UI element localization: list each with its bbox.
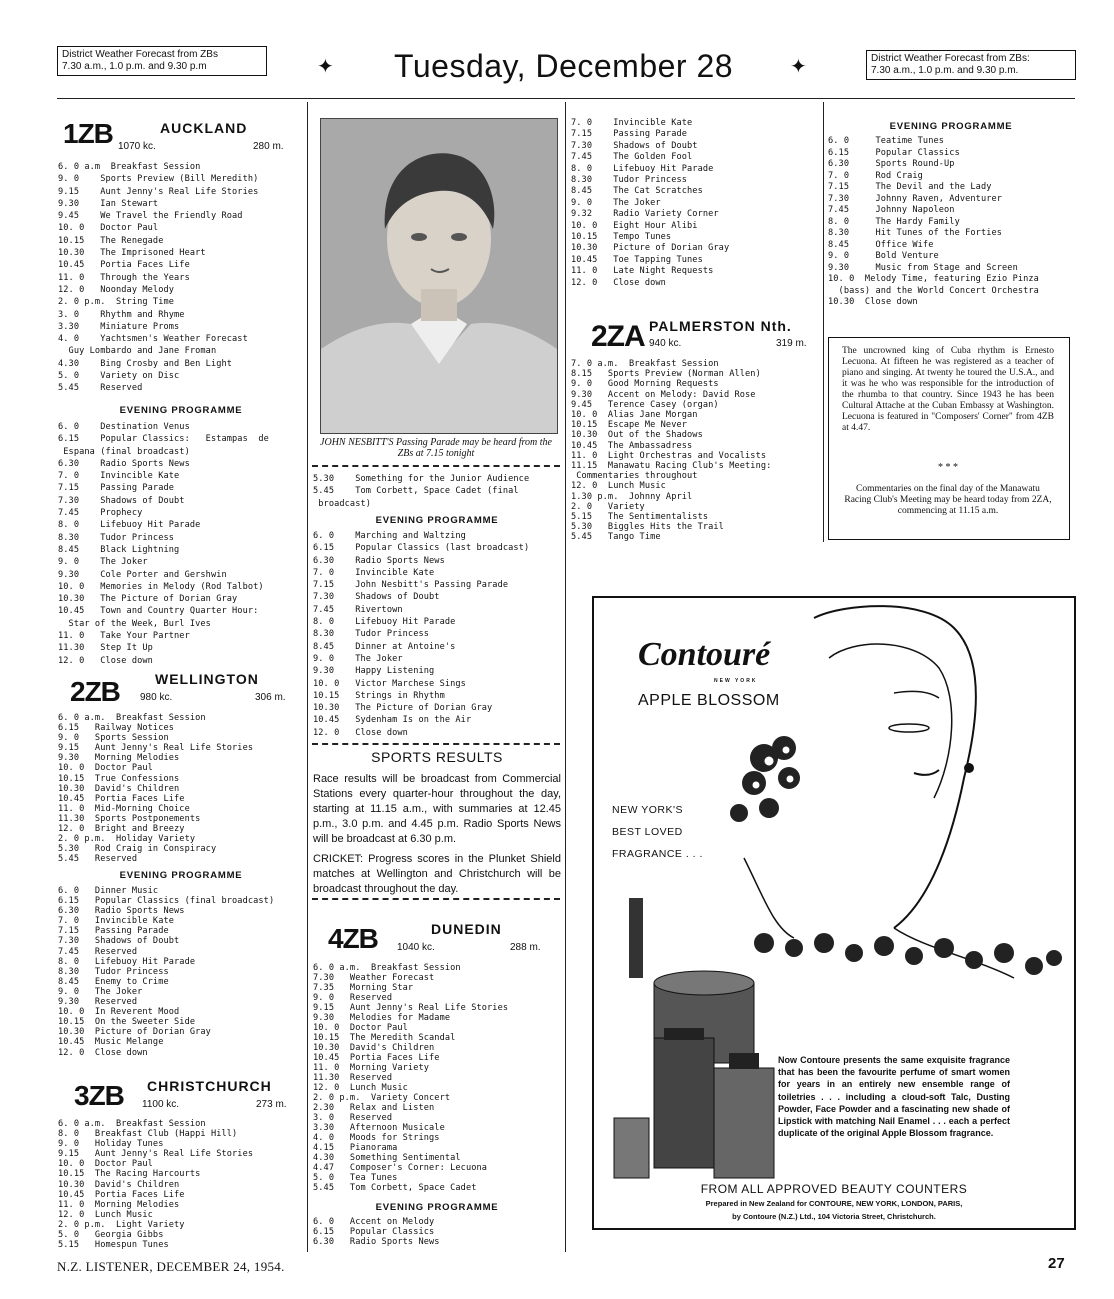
ad-body-text: Now Contoure presents the same exquisite fragrance that has been the favourite perfume of smart women for years in an entirely new ensemble range of toiletries . . . including a cloud-soft Talc, Dusting Powder, Face Powder and a fascinating new shade of Lipstick with matching Nail Enamel . . . each a perfect duplicate of the original Apple Blossom fragrance. [778, 1055, 1010, 1139]
header-rule [57, 98, 1075, 99]
station-sign-2zb: 2ZB [70, 676, 120, 707]
schedule-1zb-continued: 5.30 Something for the Junior Audience 5.45 Tom Corbett, Space Cadet (final broadcast) [313, 474, 530, 509]
station-m-2za: 319 m. [776, 338, 807, 349]
station-m-1zb: 280 m. [253, 141, 284, 152]
ad-counters: FROM ALL APPROVED BEAUTY COUNTERS [700, 1182, 968, 1196]
column-rule [823, 102, 824, 542]
weather-box-right [866, 50, 1076, 80]
evening-label: EVENING PROGRAMME [375, 515, 499, 526]
schedule-2za-day: 7. 0 a.m. Breakfast Session 8.15 Sports Preview (Norman Allen) 9. 0 Good Morning Requests 9.30 Accent on Melody: David Rose 9.45 Terence Casey (organ) 10. 0 Alias Jane Morgan 10.15 Escape Me Never 10.30 Out of the Shadows 10.45 The Ambassadress 11. 0 Light Orchestras and Vocalists 11.15 Manawatu Racing Club's Meeting: Commentaries throughout 12. 0 Lunch Music 1.30 p.m. Johnny April 2. 0 Variety 5.15 The Sentimentalists 5.30 Biggles Hits the Trail 5.45 Tango Time [571, 359, 772, 543]
schedule-2zb-day: 6. 0 a.m. Breakfast Session 6.15 Railway Notices 9. 0 Sports Session 9.15 Aunt Jenny's Real Life Stories 9.30 Morning Melodies 10. 0 Doctor Paul 10.15 True Confessions 10.30 David's Children 10.45 Portia Faces Life 11. 0 Mid-Morning Choice 11.30 Sports Postponements 12. 0 Bright and Breezy 2. 0 p.m. Holiday Variety 5.30 Rod Craig in Conspiracy 5.45 Reserved [58, 713, 254, 865]
page-title: Tuesday, December 28 [394, 48, 734, 84]
tagline-line2: BEST LOVED [612, 826, 683, 838]
weather-left-line2: 7.30 a.m., 1.0 p.m. and 9.30 p.m [62, 61, 207, 72]
station-sign-1zb: 1ZB [63, 118, 113, 149]
notes-paragraph-1: The uncrowned king of Cuba rhythm is Ernesto Lecuona. At fifteen he was registered as a teacher of piano and singing. At twenty he toured the U.S.A., and it was he who was responsible for the introduction of the rhumba to that country. Since 1943 he has been Cultural Attache at the Cuban Embassy at Washington. Lecuona is featured in "Composers' Corner" from 4ZB at 4.47. [842, 346, 1054, 433]
station-kc-4zb: 1040 kc. [397, 942, 435, 953]
evening-label: EVENING PROGRAMME [889, 121, 1013, 132]
page-number: 27 [1048, 1255, 1065, 1272]
contoure-advertisement [592, 596, 1076, 1230]
sports-paragraph-1: Race results will be broadcast from Commercial Stations every quarter-hour throughout the day, starting at 11.15 a.m., with summaries at 12.45 p.m., 3.0 p.m. and 4.45 p.m. Radio Sports News will be broadcast at 6.30 p.m. [313, 773, 561, 845]
weather-right-line1: District Weather Forecast from ZBs: [871, 53, 1030, 64]
station-sign-2za: 2ZA [591, 320, 645, 353]
tagline-line3: FRAGRANCE . . . [612, 848, 703, 860]
notes-stars: * * * [938, 462, 958, 473]
station-m-4zb: 288 m. [510, 942, 541, 953]
schedule-2za-evening: 6. 0 Teatime Tunes 6.15 Popular Classics 6.30 Sports Round-Up 7. 0 Rod Craig 7.15 The Devil and the Lady 7.30 Johnny Raven, Adventurer 7.45 Johnny Napoleon 8. 0 The Hardy Family 8.30 Hit Tunes of the Forties 8.45 Office Wife 9. 0 Bold Venture 9.30 Music from Stage and Screen 10. 0 Melody Time, featuring Ezio Pinza (bass) and the World Concert Orchestra 10.30 Close down [828, 136, 1039, 307]
schedule-middle-evening: 6. 0 Marching and Waltzing 6.15 Popular Classics (last broadcast) 6.30 Radio Sports News 7. 0 Invincible Kate 7.15 John Nesbitt's Passing Parade 7.30 Shadows of Doubt 7.45 Rivertown 8. 0 Lifebuoy Hit Parade 8.30 Tudor Princess 8.45 Dinner at Antoine's 9. 0 The Joker 9.30 Happy Listening 10. 0 Victor Marchese Sings 10.15 Strings in Rhythm 10.30 The Picture of Dorian Gray 10.45 Sydenham Is on the Air 12. 0 Close down [313, 531, 530, 738]
station-sign-3zb: 3ZB [74, 1080, 124, 1111]
station-kc-2zb: 980 kc. [140, 692, 173, 703]
evening-label: EVENING PROGRAMME [119, 870, 243, 881]
tagline-line1: NEW YORK'S [612, 804, 683, 816]
dashed-rule [312, 898, 560, 900]
ad-prepared-line1: Prepared in New Zealand for CONTOURE, NEW YORK, LONDON, PARIS, [705, 1199, 963, 1208]
station-city-2zb: WELLINGTON [155, 671, 259, 687]
schedule-1zb-day: 6. 0 a.m Breakfast Session 9. 0 Sports Preview (Bill Meredith) 9.15 Aunt Jenny's Real Life Stories 9.30 Ian Stewart 9.45 We Travel the Friendly Road 10. 0 Doctor Paul 10.15 The Renegade 10.30 The Imprisoned Heart 10.45 Portia Faces Life 11. 0 Through the Years 12. 0 Noonday Melody 2. 0 p.m. String Time 3. 0 Rhythm and Rhyme 3.30 Miniature Proms 4. 0 Yachtsmen's Weather Forecast Guy Lombardo and Jane Froman 4.30 Bing Crosby and Ben Light 5. 0 Variety on Disc 5.45 Reserved [58, 162, 259, 394]
footer-publication: N.Z. LISTENER, DECEMBER 24, 1954. [57, 1259, 285, 1274]
schedule-4zb-evening: 6. 0 Accent on Melody 6.15 Popular Classics 6.30 Radio Sports News [313, 1217, 440, 1247]
schedule-column3-top: 7. 0 Invincible Kate 7.15 Passing Parade 7.30 Shadows of Doubt 7.45 The Golden Fool 8. 0 Lifebuoy Hit Parade 8.30 Tudor Princess 8.45 The Cat Scratches 9. 0 The Joker 9.32 Radio Variety Corner 10. 0 Eight Hour Alibi 10.15 Tempo Tunes 10.30 Picture of Dorian Gray 10.45 Toe Tapping Tunes 11. 0 Late Night Requests 12. 0 Close down [571, 118, 730, 288]
station-m-2zb: 306 m. [255, 692, 286, 703]
photo-caption: JOHN NESBITT'S Passing Parade may be heard from the ZBs at 7.15 tonight [320, 437, 552, 459]
station-m-3zb: 273 m. [256, 1099, 287, 1110]
dashed-rule [312, 743, 560, 745]
diamond-icon: ✦ [790, 56, 807, 78]
station-sign-4zb: 4ZB [328, 923, 378, 954]
column-rule [565, 102, 566, 1252]
portrait-illustration [321, 119, 557, 433]
station-kc-1zb: 1070 kc. [118, 141, 156, 152]
evening-label: EVENING PROGRAMME [375, 1202, 499, 1213]
sports-paragraph-2: CRICKET: Progress scores in the Plunket Shield matches at Wellington and Christchurch will be broadcast throughout the day. [313, 853, 561, 895]
dashed-rule [312, 465, 560, 467]
evening-label: EVENING PROGRAMME [119, 405, 243, 416]
portrait-photo [320, 118, 558, 434]
station-city-4zb: DUNEDIN [431, 921, 502, 937]
schedule-1zb-evening: 6. 0 Destination Venus 6.15 Popular Classics: Estampas de Espana (final broadcast) 6.30 Radio Sports News 7. 0 Invincible Kate 7.15 Passing Parade 7.30 Shadows of Doubt 7.45 Prophecy 8. 0 Lifebuoy Hit Parade 8.30 Tudor Princess 8.45 Black Lightning 9. 0 The Joker 9.30 Cole Porter and Gershwin 10. 0 Memories in Melody (Rod Talbot) 10.30 The Picture of Dorian Gray 10.45 Town and Country Quarter Hour: Star of the Week, Burl Ives 11. 0 Take Your Partner 11.30 Step It Up 12. 0 Close down [58, 422, 269, 666]
weather-left-line1: District Weather Forecast from ZBs [62, 49, 218, 60]
weather-box-left [57, 46, 267, 76]
station-city-3zb: CHRISTCHURCH [147, 1078, 272, 1094]
sports-heading: SPORTS RESULTS [371, 749, 503, 765]
station-city-1zb: AUCKLAND [160, 120, 248, 136]
schedule-4zb-day: 6. 0 a.m. Breakfast Session 7.30 Weather Forecast 7.35 Morning Star 9. 0 Reserved 9.15 Aunt Jenny's Real Life Stories 9.30 Melodies for Madame 10. 0 Doctor Paul 10.15 The Meredith Scandal 10.30 David's Children 10.45 Portia Faces Life 11. 0 Morning Variety 11.30 Reserved 12. 0 Lunch Music 2. 0 p.m. Variety Concert 2.30 Relax and Listen 3. 0 Reserved 3.30 Afternoon Musicale 4. 0 Moods for Strings 4.15 Pianorama 4.30 Something Sentimental 4.47 Composer's Corner: Lecuona 5. 0 Tea Tunes 5.45 Tom Corbett, Space Cadet [313, 963, 509, 1193]
station-kc-3zb: 1100 kc. [142, 1099, 180, 1110]
column-rule [307, 102, 308, 1252]
diamond-icon: ✦ [317, 56, 334, 78]
schedule-2zb-evening: 6. 0 Dinner Music 6.15 Popular Classics (final broadcast) 6.30 Radio Sports News 7. 0 Invincible Kate 7.15 Passing Parade 7.30 Shadows of Doubt 7.45 Reserved 8. 0 Lifebuoy Hit Parade 8.30 Tudor Princess 8.45 Enemy to Crime 9. 0 The Joker 9.30 Reserved 10. 0 In Reverent Mood 10.15 On the Sweeter Side 10.30 Picture of Dorian Gray 10.45 Music Melange 12. 0 Close down [58, 886, 275, 1058]
ad-prepared-line2: by Contoure (N.Z.) Ltd., 104 Victoria Street, Christchurch. [732, 1212, 936, 1221]
weather-right-line2: 7.30 a.m., 1.0 p.m. and 9.30 p.m. [871, 65, 1019, 76]
station-kc-2za: 940 kc. [649, 338, 682, 349]
notes-paragraph-2: Commentaries on the final day of the Manawatu Racing Club's Meeting may be heard today from 2ZA, commencing at 11.15 a.m. [844, 484, 1052, 516]
brand-subtitle: NEW YORK [714, 678, 758, 684]
brand-logo: Contouré [638, 636, 771, 673]
product-name: APPLE BLOSSOM [638, 692, 780, 709]
station-city-2za: PALMERSTON Nth. [649, 318, 792, 334]
schedule-3zb-day: 6. 0 a.m. Breakfast Session 8. 0 Breakfast Club (Happi Hill) 9. 0 Holiday Tunes 9.15 Aunt Jenny's Real Life Stories 10. 0 Doctor Paul 10.15 The Racing Harcourts 10.30 David's Children 10.45 Portia Faces Life 11. 0 Morning Melodies 12. 0 Lunch Music 2. 0 p.m. Light Variety 5. 0 Georgia Gibbs 5.15 Homespun Tunes [58, 1119, 254, 1251]
